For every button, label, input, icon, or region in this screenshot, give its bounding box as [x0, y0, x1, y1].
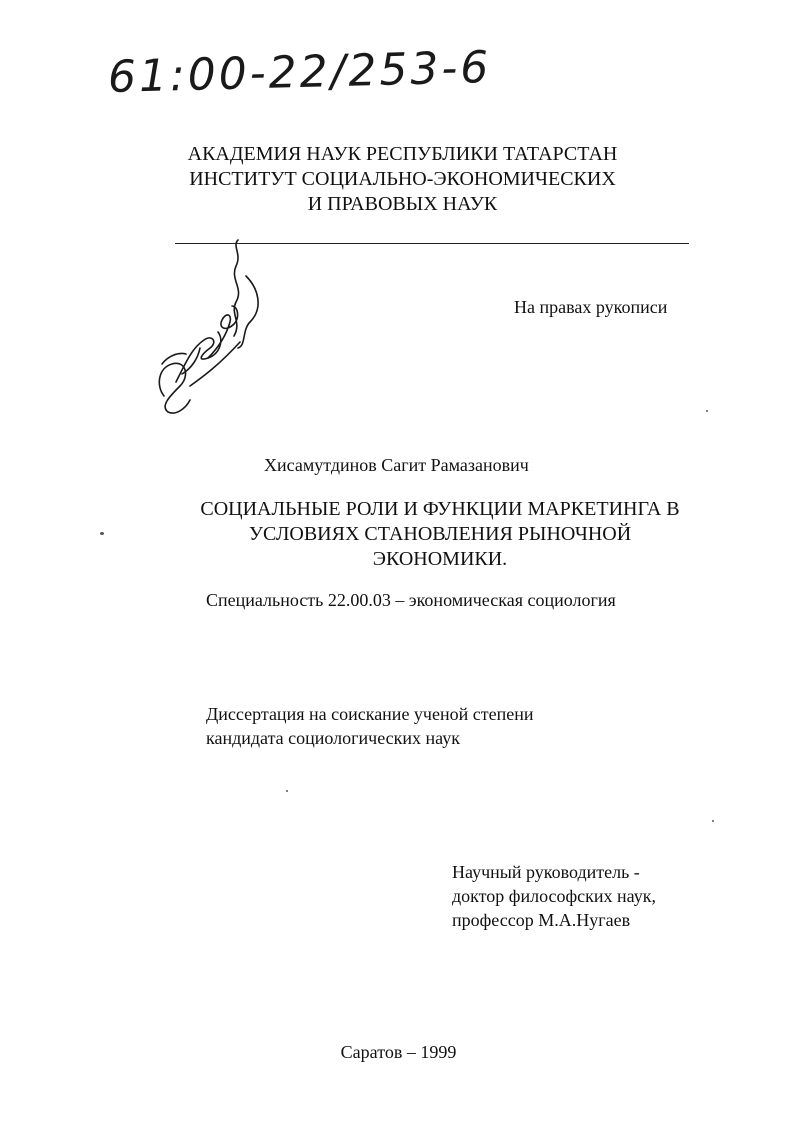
degree-line: кандидата социологических наук	[206, 728, 460, 748]
title-line: УСЛОВИЯХ СТАНОВЛЕНИЯ РЫНОЧНОЙ	[248, 523, 632, 545]
specialty-line: Специальность 22.00.03 – экономическая социология	[206, 590, 616, 610]
manuscript-rights-note: На правах рукописи	[514, 297, 668, 317]
supervisor-line: Научный руководитель -	[452, 862, 640, 882]
supervisor-line: доктор философских наук,	[452, 886, 656, 906]
header-line: И ПРАВОВЫХ НАУК	[307, 193, 498, 215]
title-line: ЭКОНОМИКИ.	[372, 548, 508, 570]
supervisor-block	[452, 860, 656, 932]
header-line: ИНСТИТУТ СОЦИАЛЬНО-ЭКОНОМИЧЕСКИХ	[189, 168, 616, 190]
supervisor-line: профессор М.А.Нугаев	[452, 910, 631, 930]
scan-speck	[706, 410, 708, 412]
scan-speck	[100, 532, 104, 535]
handwritten-catalog-code: 61:00-22/253-6	[107, 41, 492, 103]
header-line: АКАДЕМИЯ НАУК РЕСПУБЛИКИ ТАТАРСТАН	[187, 143, 618, 165]
dissertation-title	[190, 497, 690, 572]
degree-statement	[206, 702, 533, 750]
degree-line: Диссертация на соискание ученой степени	[206, 704, 534, 724]
signature-icon	[146, 236, 274, 416]
scan-speck	[286, 790, 288, 792]
institution-header	[0, 142, 793, 217]
title-line: СОЦИАЛЬНЫЕ РОЛИ И ФУНКЦИИ МАРКЕТИНГА В	[200, 498, 680, 520]
author-name: Хисамутдинов Сагит Рамазанович	[264, 455, 529, 475]
scan-speck	[712, 820, 714, 822]
place-and-year: Саратов – 1999	[340, 1042, 457, 1062]
